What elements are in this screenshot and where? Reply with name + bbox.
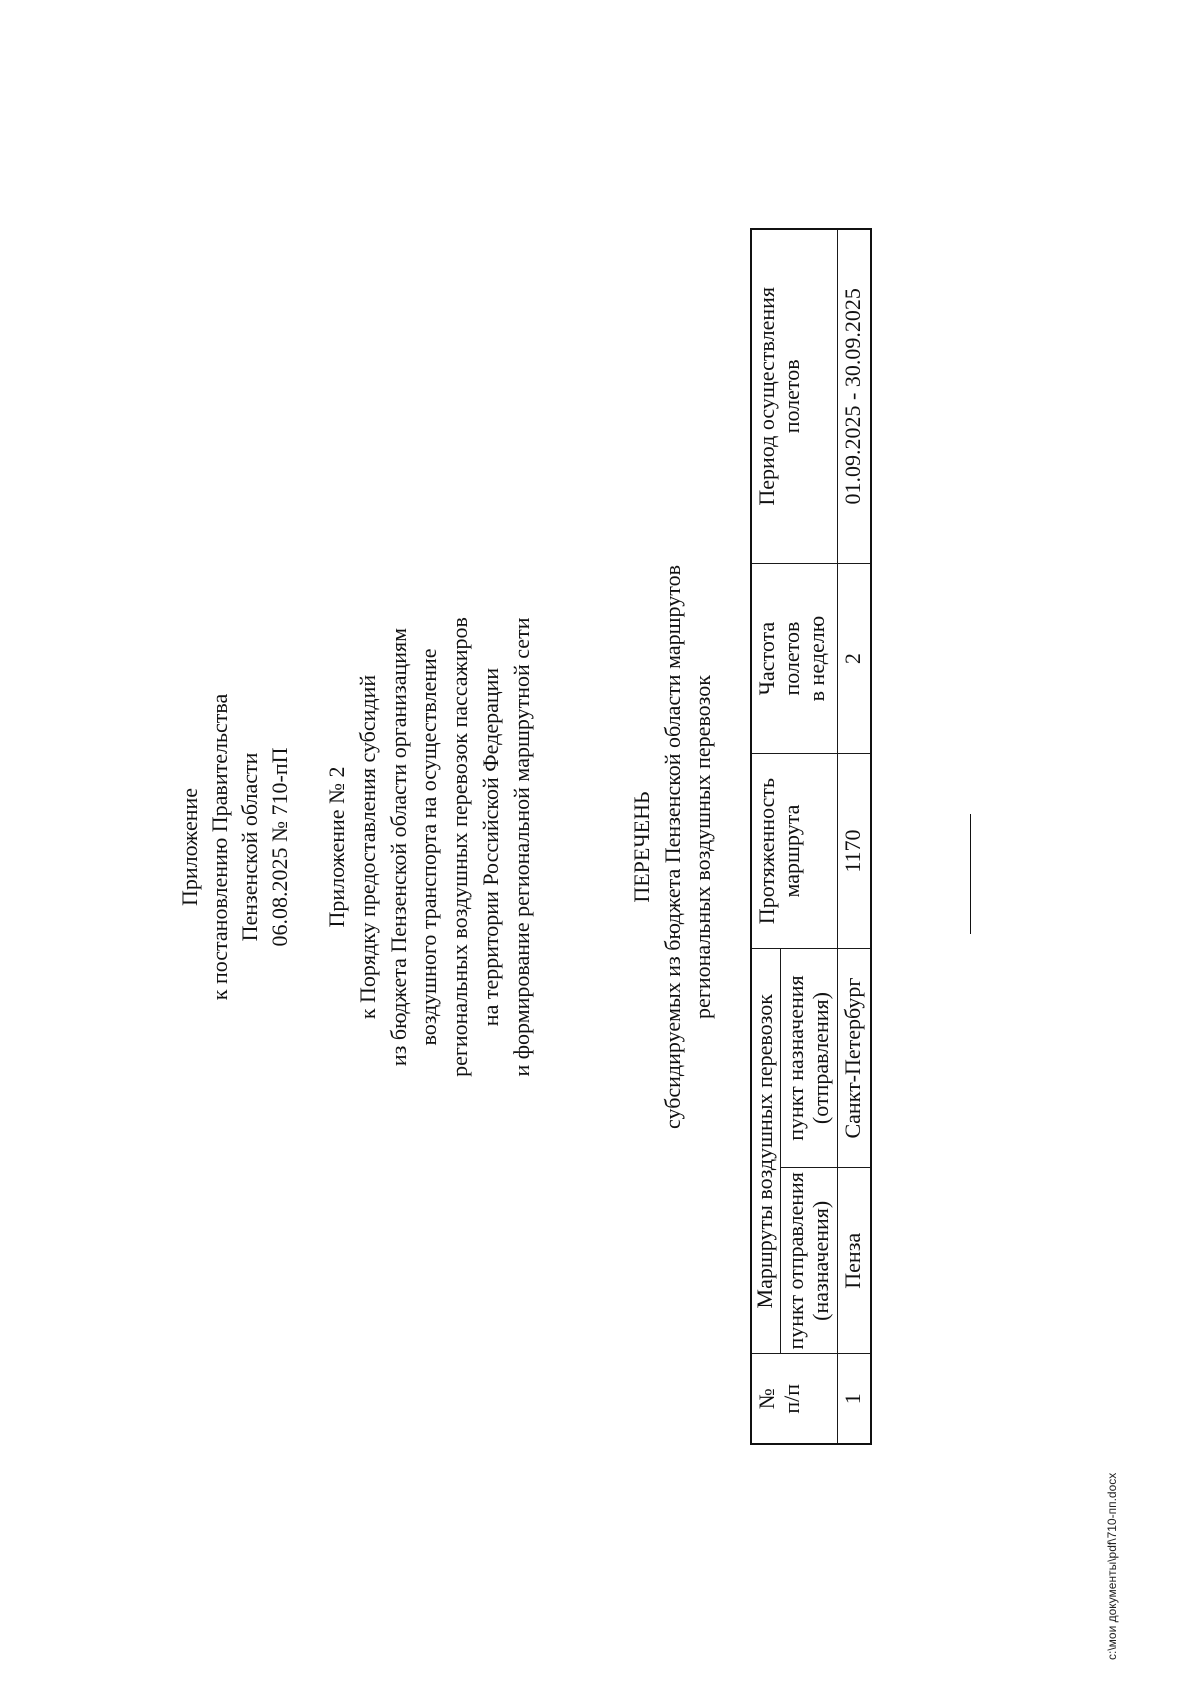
list-title (628, 297, 656, 1397)
cell-length: 1170 (838, 754, 872, 949)
file-path-footer: c:\мои документы\pdf\710-пп.docx (1105, 1472, 1119, 1660)
appendix-2-line: региональных воздушных перевозок пассажиров (447, 617, 473, 1077)
cell-number: 1 (838, 1354, 872, 1444)
list-subtitle-line: субсидируемых из бюджета Пензенской области маршрутов (660, 565, 685, 1129)
appendix-header (175, 397, 295, 1297)
appendix-decree-line: к постановлению Правительства (207, 693, 232, 1001)
appendix-region-line: Пензенской области (237, 752, 262, 942)
header-length: Протяженность маршрута (751, 754, 838, 949)
header-frequency: Частота полетов в неделю (751, 564, 838, 754)
routes-table (750, 228, 872, 1445)
table-header-row (751, 229, 781, 1444)
header-period: Период осуществления полетов (751, 229, 838, 564)
cell-period: 01.09.2025 - 30.09.2025 (838, 229, 872, 564)
appendix-date-number: 06.08.2025 № 710-пП (267, 747, 292, 947)
cell-frequency: 2 (838, 564, 872, 754)
cell-destination: Санкт-Петербург (838, 949, 872, 1168)
list-subtitle (658, 297, 718, 1397)
appendix-2-line: воздушного транспорта на осуществление (416, 648, 442, 1046)
header-departure: пункт отправления (назначения) (781, 1168, 838, 1354)
table-row (838, 229, 872, 1444)
appendix-2-line: из бюджета Пензенской области организациям (385, 627, 411, 1067)
header-destination: пункт назначения (отправления) (781, 949, 838, 1168)
appendix-2-line: и формирование региональной маршрутной сети (508, 617, 534, 1077)
end-of-document-rule (970, 814, 971, 934)
header-number: № п/п (751, 1354, 838, 1444)
appendix-2-line: к Порядку предоставления субсидий (354, 674, 380, 1020)
appendix-2-title: Приложение № 2 (324, 766, 349, 928)
header-routes: Маршруты воздушных перевозок (751, 949, 781, 1354)
appendix-2-header (322, 397, 538, 1297)
list-subtitle-line: региональных воздушных перевозок (690, 675, 715, 1019)
appendix-2-line: на территории Российской Федерации (477, 667, 503, 1027)
list-title-text: ПЕРЕЧЕНЬ (629, 791, 654, 903)
appendix-title: Приложение (177, 787, 202, 907)
cell-departure: Пенза (838, 1168, 872, 1354)
